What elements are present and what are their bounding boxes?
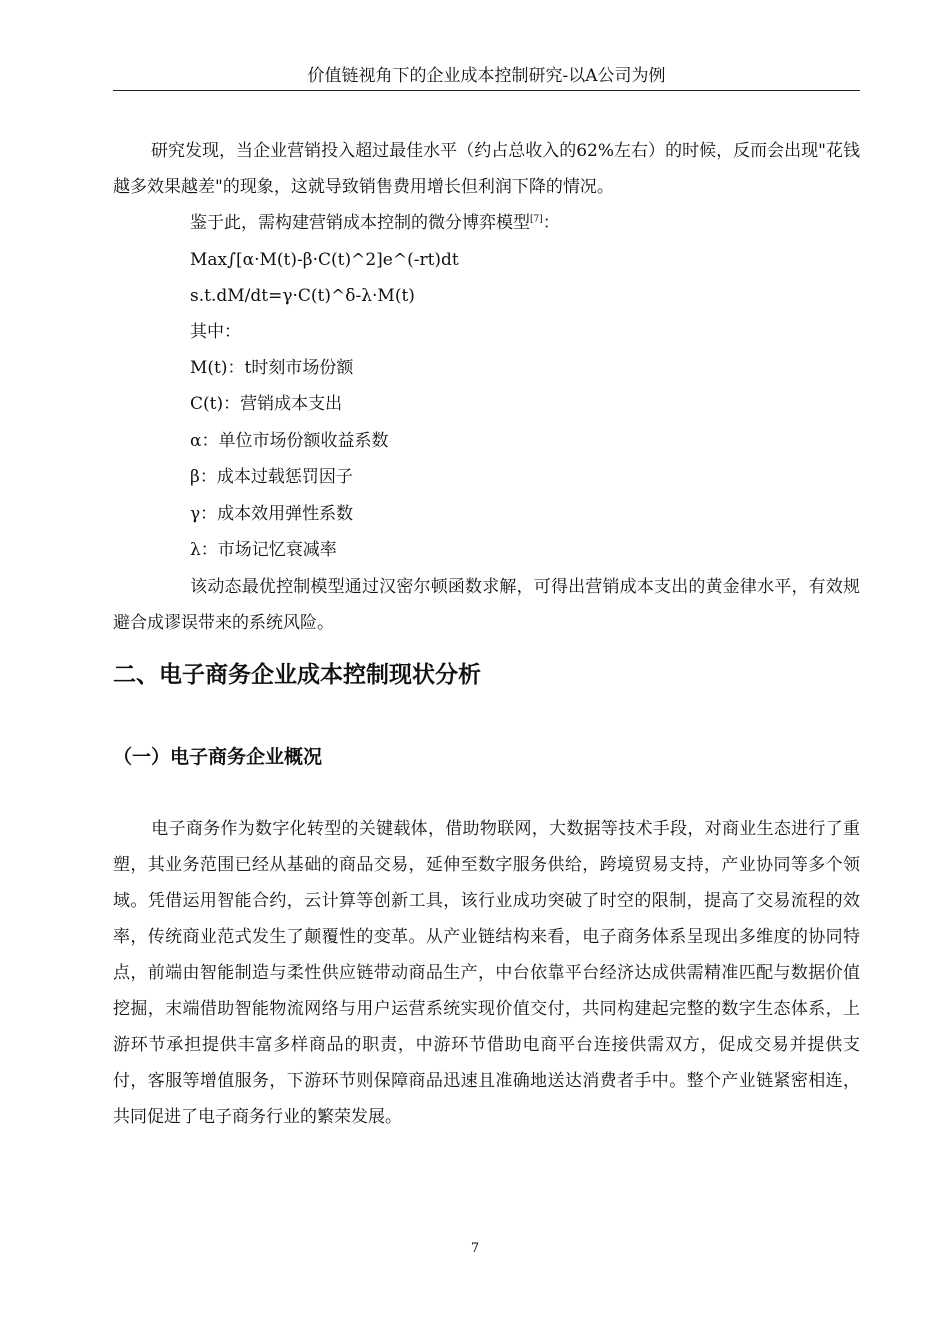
- model-intro-colon: ：: [542, 213, 560, 233]
- paragraph-text: 研究发现，当企业营销投入超过最佳水平（约占总收入的62%左右）的时候，反而会出现"花钱越多效果越差"的现象，这就导致销售费用增长但利润下降的情况。: [113, 141, 860, 197]
- definition-beta: β：成本过载惩罚因子: [190, 467, 353, 487]
- definition-lambda: λ：市场记忆衰减率: [190, 540, 337, 560]
- formula-constraint: s.t.dM/dt=γ·C(t)^δ-λ·M(t): [190, 286, 415, 306]
- page-number: 7: [470, 1241, 480, 1256]
- paragraph-model-solution: [113, 569, 860, 641]
- running-header: 价值链视角下的企业成本控制研究-以A公司为例: [307, 66, 666, 86]
- model-intro-line: [190, 211, 560, 235]
- paragraph-text: 电子商务作为数字化转型的关键载体，借助物联网，大数据等技术手段，对商业生态进行了重塑，其业务范围已经从基础的商品交易，延伸至数字服务供给，跨境贸易支持，产业协同等多个领域。凭借运用智能合约，云计算等创新工具，该行业成功突破了时空的限制，提高了交易流程的效率，传统商业范式发生了颠覆性的变革。从产业链结构来看，电子商务体系呈现出多维度的协同特点，前端由智能制造与柔性供应链带动商品生产，中台依靠平台经济达成供需精准匹配与数据价值挖掘，末端借助智能物流网络与用户运营系统实现价值交付，共同构建起完整的数字生态体系，上游环节承担提供丰富多样商品的职责，中游环节借助电商平台连接供需双方，促成交易并提供支付，客服等增值服务，下游环节则保障商品迅速且准确地送达消费者手中。整个产业链紧密相连，共同促进了电子商务行业的繁荣发展。: [113, 819, 860, 1127]
- header-rule: [113, 90, 860, 91]
- subsection-heading: （一）电子商务企业概况: [113, 746, 323, 768]
- where-label: 其中：: [190, 322, 241, 342]
- definition-gamma: γ：成本效用弹性系数: [190, 504, 354, 524]
- section-heading: 二、电子商务企业成本控制现状分析: [113, 662, 481, 688]
- definition-alpha: α：单位市场份额收益系数: [190, 431, 389, 451]
- model-intro-text: 鉴于此，需构建营销成本控制的微分博弈模型: [190, 213, 530, 233]
- paragraph-text: 该动态最优控制模型通过汉密尔顿函数求解，可得出营销成本支出的黄金律水平，有效规避合成谬误带来的系统风险。: [113, 577, 860, 633]
- paragraph-ecommerce-overview: [113, 811, 860, 1135]
- definition-c: C(t)：营销成本支出: [190, 394, 343, 414]
- paragraph-marketing-finding: [113, 133, 860, 205]
- definition-m: M(t)：t时刻市场份额: [190, 358, 354, 378]
- citation-ref[interactable]: [7]: [530, 214, 543, 225]
- formula-objective: Max∫[α·M(t)-β·C(t)^2]e^(-rt)dt: [190, 250, 459, 270]
